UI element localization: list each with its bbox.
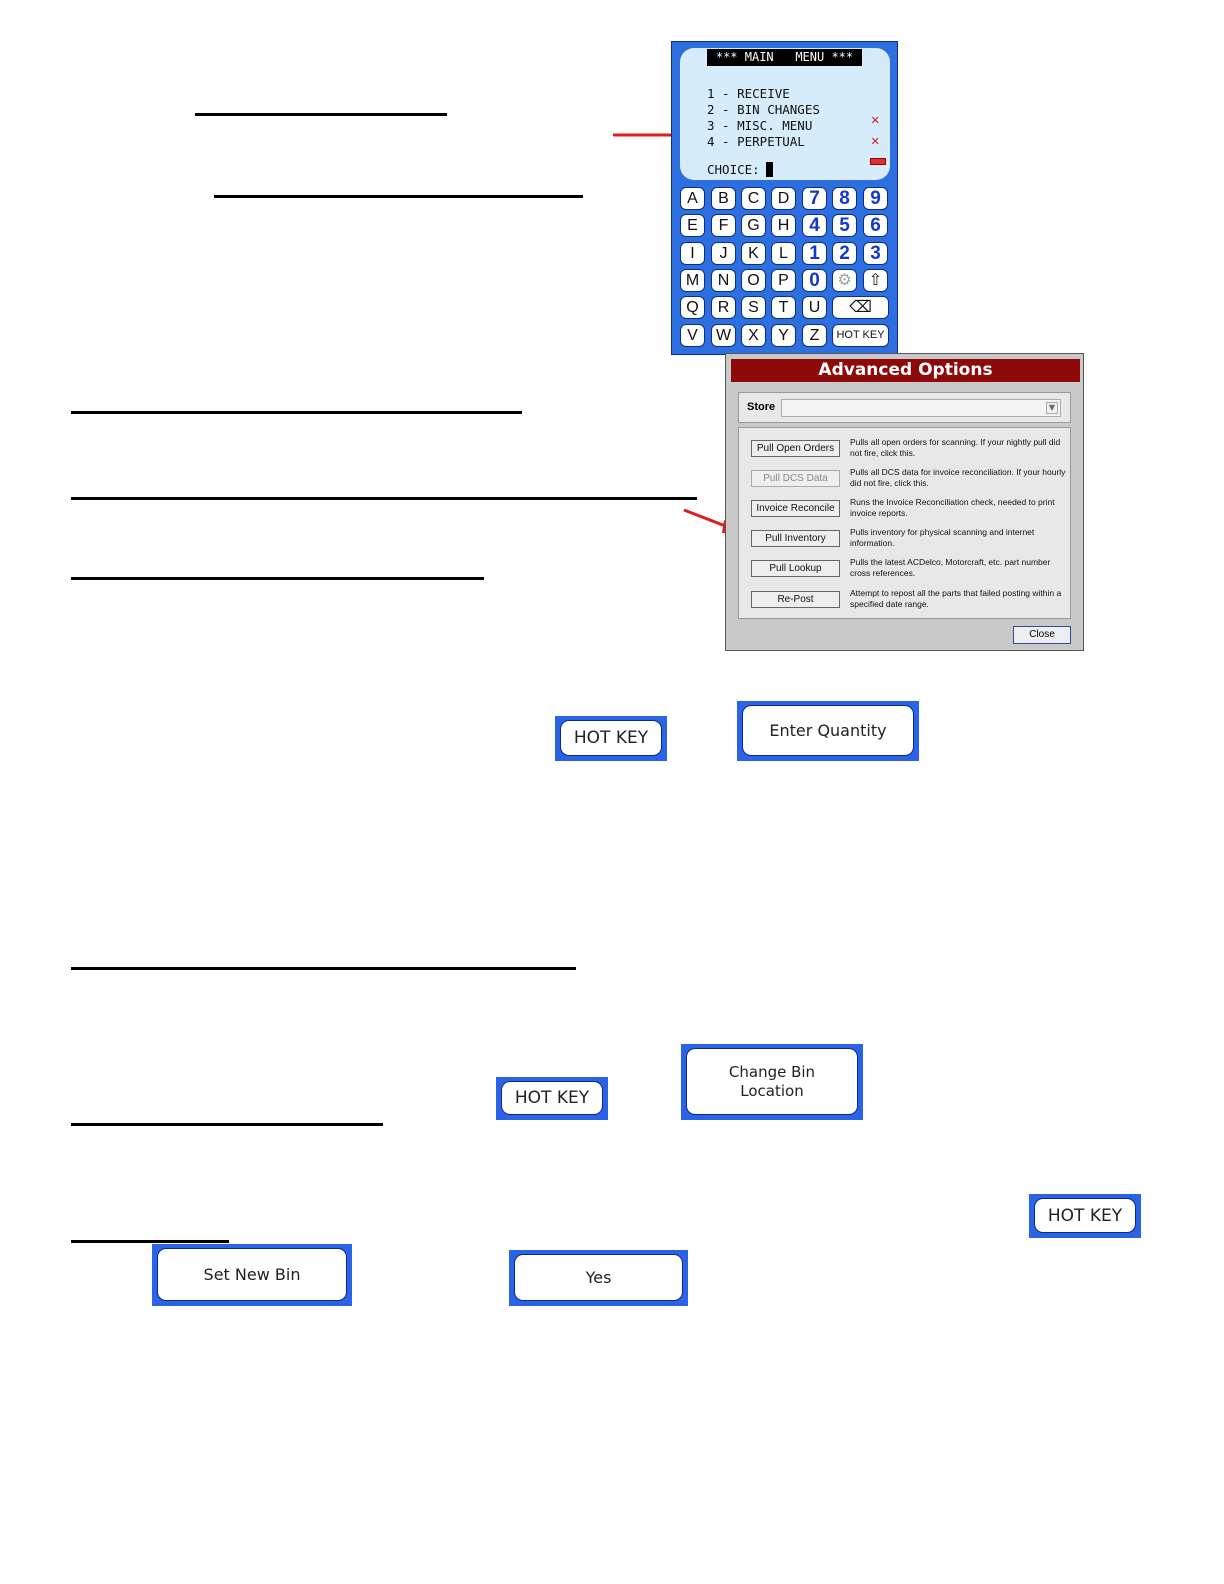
pull-lookup-desc: Pulls the latest ACDelco, Motorcraft, etc. part number cross references. (850, 557, 1051, 578)
heading-rule (214, 195, 583, 198)
pull-open-orders-desc: Pulls all open orders for scanning. If your nightly pull did not fire, click this. (850, 437, 1061, 458)
key-b[interactable]: B (711, 187, 736, 210)
key-f[interactable]: F (711, 214, 736, 237)
enter-quantity-button[interactable] (737, 701, 919, 761)
heading-rule (71, 1123, 383, 1126)
hot-key-label: HOT KEY (1034, 1198, 1136, 1233)
key-d[interactable]: D (771, 187, 796, 210)
pull-lookup-button[interactable]: Pull Lookup (751, 560, 840, 577)
key-7[interactable]: 7 (802, 187, 827, 210)
key-o[interactable]: O (741, 269, 766, 292)
key-i[interactable]: I (680, 242, 705, 265)
menu-item-bin-changes[interactable]: 2 - BIN CHANGES (707, 102, 820, 117)
advanced-options-dialog (725, 353, 1084, 651)
choice-prompt[interactable] (707, 162, 773, 177)
heading-rule (71, 497, 697, 500)
pull-inventory-desc: Pulls inventory for physical scanning and internet information. (850, 527, 1035, 548)
key-3[interactable]: 3 (863, 242, 888, 265)
key-0[interactable]: 0 (802, 269, 827, 292)
shift-arrow-icon[interactable]: ⇧ (863, 269, 888, 292)
change-bin-location-label: Change Bin Location (686, 1048, 858, 1115)
menu-item-misc-menu[interactable]: 3 - MISC. MENU (707, 118, 813, 133)
pull-inventory-button[interactable]: Pull Inventory (751, 530, 840, 547)
pull-open-orders-button[interactable]: Pull Open Orders (751, 440, 840, 457)
chevron-down-icon[interactable]: ▼ (1046, 402, 1058, 414)
handheld-device (671, 41, 898, 355)
gear-icon[interactable]: ⚙ (832, 269, 857, 292)
hot-key-button[interactable] (496, 1077, 608, 1120)
enter-quantity-label: Enter Quantity (742, 705, 914, 756)
key-p[interactable]: P (771, 269, 796, 292)
key-8[interactable]: 8 (832, 187, 857, 210)
key-z[interactable]: Z (802, 324, 827, 347)
key-h[interactable]: H (771, 214, 796, 237)
key-a[interactable]: A (680, 187, 705, 210)
dialog-title: Advanced Options (731, 359, 1080, 382)
menu-item-receive[interactable]: 1 - RECEIVE (707, 86, 790, 101)
key-m[interactable]: M (680, 269, 705, 292)
yes-button[interactable] (509, 1250, 688, 1306)
menu-item-perpetual[interactable]: 4 - PERPETUAL (707, 134, 805, 149)
change-bin-location-button[interactable] (681, 1044, 863, 1120)
main-menu-title: *** MAIN MENU *** (707, 49, 862, 66)
close-button[interactable]: Close (1013, 626, 1071, 644)
signal-off-icon: ✕ (871, 112, 880, 128)
hot-key-key[interactable]: HOT KEY (832, 324, 889, 347)
store-panel (738, 392, 1071, 423)
key-s[interactable]: S (741, 296, 766, 319)
hot-key-label: HOT KEY (560, 720, 662, 756)
store-label: Store (747, 401, 776, 413)
heading-rule (71, 1240, 229, 1243)
heading-rule (195, 113, 447, 116)
key-j[interactable]: J (711, 242, 736, 265)
set-new-bin-button[interactable] (152, 1244, 352, 1306)
key-r[interactable]: R (711, 296, 736, 319)
heading-rule (71, 967, 576, 970)
key-g[interactable]: G (741, 214, 766, 237)
heading-rule (71, 577, 484, 580)
key-5[interactable]: 5 (832, 214, 857, 237)
key-y[interactable]: Y (771, 324, 796, 347)
key-1[interactable]: 1 (802, 242, 827, 265)
battery-low-icon (870, 158, 886, 165)
key-n[interactable]: N (711, 269, 736, 292)
set-new-bin-label: Set New Bin (157, 1248, 347, 1301)
store-select[interactable] (781, 399, 1061, 417)
key-x[interactable]: X (741, 324, 766, 347)
wifi-off-icon: ✕ (871, 133, 880, 149)
key-2[interactable]: 2 (832, 242, 857, 265)
re-post-desc: Attempt to repost all the parts that failed posting within a specified date range. (850, 588, 1062, 609)
key-4[interactable]: 4 (802, 214, 827, 237)
pull-dcs-data-button[interactable]: Pull DCS Data (751, 470, 840, 487)
key-e[interactable]: E (680, 214, 705, 237)
key-w[interactable]: W (711, 324, 736, 347)
key-c[interactable]: C (741, 187, 766, 210)
key-9[interactable]: 9 (863, 187, 888, 210)
yes-label: Yes (514, 1254, 683, 1301)
key-l[interactable]: L (771, 242, 796, 265)
invoice-reconcile-desc: Runs the Invoice Reconciliation check, needed to print invoice reports. (850, 497, 1055, 518)
key-k[interactable]: K (741, 242, 766, 265)
device-screen (680, 48, 890, 180)
key-v[interactable]: V (680, 324, 705, 347)
key-t[interactable]: T (771, 296, 796, 319)
backspace-icon[interactable]: ⌫ (832, 296, 889, 319)
key-6[interactable]: 6 (863, 214, 888, 237)
re-post-button[interactable]: Re-Post (751, 591, 840, 608)
text-cursor (766, 162, 773, 177)
key-u[interactable]: U (802, 296, 827, 319)
actions-panel (738, 427, 1071, 619)
choice-label: CHOICE: (707, 162, 760, 177)
hot-key-label: HOT KEY (501, 1081, 603, 1115)
key-q[interactable]: Q (680, 296, 705, 319)
invoice-reconcile-button[interactable]: Invoice Reconcile (751, 500, 840, 517)
hot-key-button[interactable] (555, 716, 667, 761)
hot-key-button[interactable] (1029, 1194, 1141, 1238)
pull-dcs-data-desc: Pulls all DCS data for invoice reconciliation. If your hourly did not fire, click this. (850, 467, 1066, 488)
heading-rule (71, 411, 522, 414)
